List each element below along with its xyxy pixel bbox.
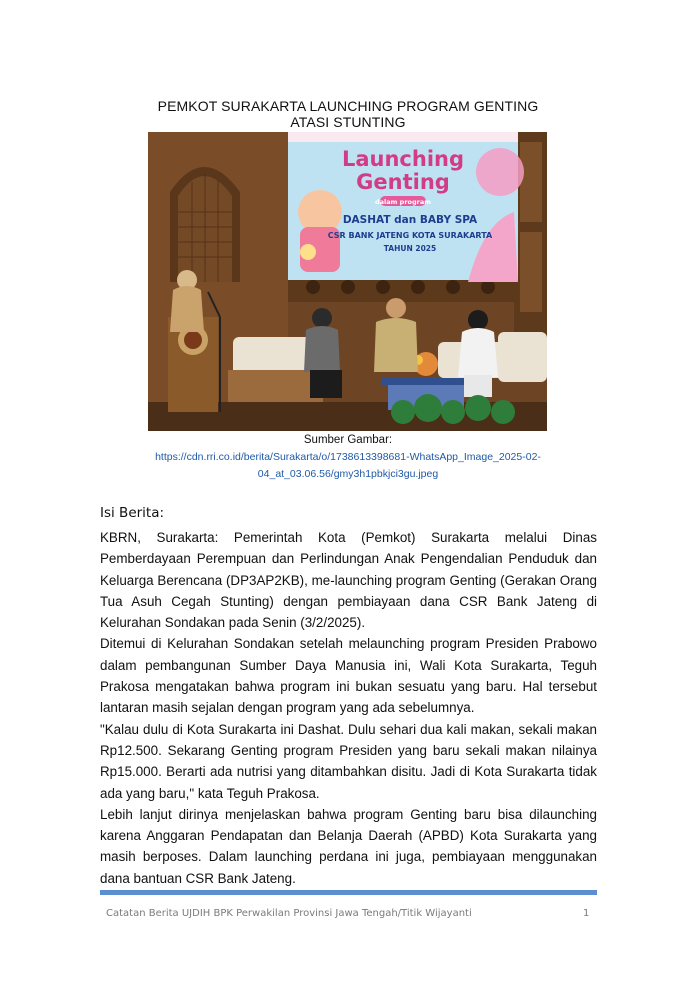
source-link-line-2: 04_at_03.06.56/gmy3h1pbkjci3gu.jpeg [257, 468, 439, 480]
image-source-link[interactable] [100, 449, 596, 466]
section-heading: Isi Berita: [100, 505, 165, 521]
article-body [100, 527, 597, 889]
source-link-line-1: https://cdn.rri.co.id/berita/Surakarta/o/1738613398681-WhatsApp_Image_2025-02- [155, 451, 541, 463]
paragraph: "Kalau dulu di Kota Surakarta ini Dashat. Dulu sehari dua kali makan, sekali makan Rp12.500. Sekarang Genting program Presiden yang baru sekali makan nilainya Rp15.000. Berarti ada nutrisi yang ditambahkan disitu. Jadi di Kota Surakarta tidak ada yang baru," kata Teguh Prakosa. [100, 721, 597, 801]
banner-line-4: CSR BANK JATENG KOTA SURAKARTA [327, 231, 493, 240]
title-line-1: PEMKOT SURAKARTA LAUNCHING PROGRAM GENTING [157, 98, 539, 114]
caption-label: Sumber Gambar: [303, 434, 393, 446]
title-line-2: ATASI STUNTING [290, 114, 406, 130]
paragraph: Ditemui di Kelurahan Sondakan setelah melaunching program Presiden Prabowo dalam pembangunan Sumber Daya Manusia ini, Wali Kota Surakarta, Teguh Prakosa mengatakan bahwa program ini bukan sesuatu yang baru. Hal tersebut lantaran masih sejalan dengan program yang ada sebelumnya. [100, 636, 597, 716]
image-caption [100, 432, 596, 483]
banner-line-5: TAHUN 2025 [383, 244, 437, 253]
banner-line-2: Genting [356, 170, 450, 194]
banner-line-3: DASHAT dan BABY SPA [342, 214, 478, 226]
event-photo-illustration [148, 132, 547, 431]
image-source-link-continued[interactable] [100, 466, 596, 483]
footer-divider [100, 890, 597, 895]
paragraph: Lebih lanjut dirinya menjelaskan bahwa program Genting baru bisa dilaunching karena Anggaran Pendapatan dan Belanja Daerah (APBD) Kota Surakarta yang masih berposes. Dalam launching perdana ini juga, pembiayaan menggunakan dana bantuan CSR Bank Jateng. [100, 806, 597, 886]
page-title [100, 98, 596, 130]
news-photo [148, 132, 547, 431]
footer-text: Catatan Berita UJDIH BPK Perwakilan Provinsi Jawa Tengah/Titik Wijayanti [106, 908, 472, 919]
paragraph: KBRN, Surakarta: Pemerintah Kota (Pemkot) Surakarta melalui Dinas Pemberdayaan Perempuan dan Perlindungan Anak Pengendalian Penduduk dan Keluarga Berencana (DP3AP2KB), me-launching program Genting (Gerakan Orang Tua Asuh Cegah Stunting) dengan pembiayaan dana CSR Bank Jateng di Kelurahan Sondakan pada Senin (3/2/2025). [100, 530, 597, 631]
banner-pill: dalam program [374, 198, 432, 206]
banner-line-1: Launching [341, 147, 465, 171]
page-number: 1 [583, 908, 590, 919]
